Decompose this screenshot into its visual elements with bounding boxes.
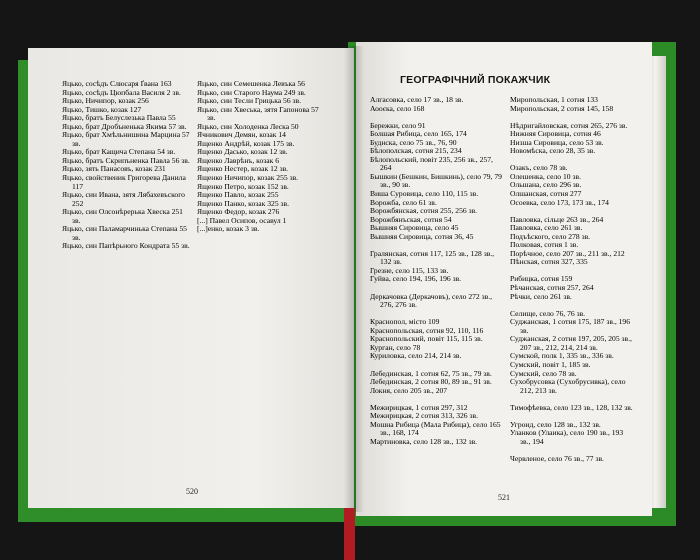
index-entry: Грезне, село 115, 133 зв. — [370, 265, 449, 275]
index-entry: Локня, село 205 зв., 207 — [370, 385, 448, 395]
left-page-column-2 — [197, 80, 322, 234]
index-title: ГЕОГРАФІЧНИЙ ПОКАЖЧИК — [400, 74, 551, 86]
index-entry: Подъѣского, село 278 зв. — [510, 231, 591, 241]
index-entry: Яцько, син Тесли Грицька 56 зв. — [197, 96, 302, 106]
index-entry: Миропольская, 2 сотня 145, 158 — [510, 103, 614, 113]
index-entry: Яцько, сосѣдъ Цюпбала Василя 2 зв. — [62, 87, 181, 97]
index-entry: Ященко Панко, козак 325 зв. — [197, 198, 289, 208]
index-entry: Сухобрусовка (Сухобрусивка), село 212, 213 зв. — [510, 377, 626, 395]
index-entry: Ященко Лаврѣнъ, козак 6 — [197, 155, 280, 165]
index-entry: Ященко Федор, козак 276 — [197, 207, 280, 217]
index-entry: Алгасовка, село 17 зв., 18 зв. — [370, 95, 464, 104]
index-entry: Низша Сировица, село 53 зв. — [510, 137, 604, 147]
index-entry: Сумский, повіт 1, 185 зв. — [510, 359, 591, 369]
index-entry: Яцько, брат Хмѣльнишина Марцина 57 зв. — [62, 130, 190, 148]
index-entry: Порѣчное, село 207 зв., 211 зв., 212 — [510, 248, 625, 258]
index-entry: Бѣлополская, сотня 215, 234 — [370, 146, 462, 156]
index-entry: Миропольская, 1 сотня 133 — [510, 95, 598, 104]
index-entry: Рѣчки, село 261 зв. — [510, 291, 572, 301]
index-entry: Лебединская, 1 сотня 62, 75 зв., 79 зв. — [370, 368, 492, 378]
right-page-column-2 — [510, 96, 635, 464]
index-entry: Яцько, син Старого Наума 249 зв. — [197, 87, 306, 97]
index-entry: Сумский, село 78 зв. — [510, 368, 577, 378]
index-entry: Рѣчанская, сотня 257, 264 — [510, 283, 594, 293]
index-entry: Аооєка, село 168 — [370, 103, 425, 113]
index-entry: [...] Павел Осипов, осавул 1 — [197, 215, 287, 225]
index-entry: Селище, село 76, 76 зв. — [510, 308, 586, 318]
index-entry: Ольшана, село 296 зв. — [510, 180, 582, 190]
bookmark-ribbon — [344, 508, 355, 560]
index-entry: Вышняя Сировица, село 45 — [370, 223, 459, 233]
right-page-column-1 — [370, 96, 506, 446]
index-entry: Ворожбянъская, сотня 54 — [370, 214, 452, 224]
left-page-number: 520 — [186, 487, 198, 496]
index-entry: Куриловка, село 214, 214 зв. — [370, 351, 462, 361]
index-entry: Лебединская, 2 сотня 80, 89 зв., 91 зв. — [370, 377, 492, 387]
index-entry: Яцько, син Паламарчинька Степана 55 зв. — [62, 224, 187, 242]
index-entry: [...]енко, козак 3 зв. — [197, 224, 260, 234]
index-entry: Осоевка, село 173, 173 зв., 174 — [510, 197, 609, 207]
index-entry: Болшая Рибица, село 165, 174 — [370, 129, 467, 139]
index-entry: Павловка, село 261 зв. — [510, 223, 583, 233]
index-entry: Уланков (Улаика), село 190 зв., 193 зв., 194 — [510, 428, 624, 446]
index-entry: Буднска, село 75 зв., 76, 90 — [370, 137, 457, 147]
index-entry: Виша Суровица, село 110, 115 зв. — [370, 189, 479, 199]
index-entry: Межирицкая, 1 сотня 297, 312 — [370, 402, 468, 412]
index-entry: Ященко Павло, козак 255 — [197, 190, 279, 200]
index-entry: Червленое, село 76 зв., 77 зв. — [510, 453, 604, 463]
right-page-number: 521 — [498, 493, 510, 502]
index-entry: Суджанская, 2 сотня 197, 205, 205 зв., 207 зв., 212, 214, 214 зв. — [510, 334, 632, 352]
index-entry: Мартиновка, село 128 зв., 132 зв. — [370, 436, 478, 446]
index-entry: Ященко Ничипор, козак 255 зв. — [197, 173, 299, 183]
index-entry: Нижняя Сировица, сотня 46 — [510, 129, 601, 139]
index-entry: Яцько, братъ Белуслезька Павла 55 — [62, 113, 176, 123]
index-entry: Ворожба, село 61 зв. — [370, 197, 437, 207]
index-entry: Яцько, Тишко, козак 127 — [62, 104, 142, 114]
index-entry: Яцько, свойственик Григорева Данила 117 — [62, 173, 186, 191]
index-entry: Бѣлопольский, повіт 235, 256 зв., 257, 264 — [370, 154, 493, 173]
index-entry: Озакъ, село 78 зв. — [510, 163, 568, 173]
index-entry: Олшанская, сотня 277 — [510, 189, 582, 199]
index-entry: Ячникович Демян, козак 14 — [197, 130, 286, 140]
index-entry: Курган, село 78 — [370, 342, 421, 352]
index-entry: Яцько, братъ Скрипъненка Павла 56 зв. — [62, 155, 190, 165]
index-entry: Пѣнская, сотня 327, 335 — [510, 257, 588, 267]
index-entry: Бережки, село 91 — [370, 120, 426, 130]
index-entry: Бышкин (Бешкин, Бишкинь), село 79, 79 зв., 90 зв. — [370, 171, 502, 190]
index-entry: Павловка, сільце 263 зв., 264 — [510, 214, 604, 224]
index-entry: Гралянская, сотня 117, 125 зв., 128 зв., 132 зв. — [370, 248, 495, 267]
index-entry: Яцько, син Олсонѣрерька Хвеска 251 зв. — [62, 207, 183, 225]
index-entry: Тимофѣевка, село 123 зв., 128, 132 зв. — [510, 402, 633, 412]
index-entry: Яцько, син Семешенка Левъка 56 — [197, 79, 305, 88]
index-entry: Яцько, син Хвеська, зятя Гапонова 57 зв. — [197, 104, 319, 123]
index-entry: Полковая, сотня 1 зв. — [510, 240, 579, 250]
index-entry: Яцько, син Ивана, зятя Лябахевъского 252 — [62, 190, 185, 208]
index-entry: Яцько, Ничипор, козак 256 — [62, 96, 149, 106]
index-entry: Краснопольский, повіт 115, 115 зв. — [370, 334, 483, 344]
index-entry: Яцько, сосѣдъ Слюсаря Ґвана 163 — [62, 79, 172, 88]
index-entry: Ворожбянская, сотня 255, 256 зв. — [370, 206, 478, 216]
index-entry: Ященко Нестер, козак 12 зв. — [197, 164, 289, 174]
index-entry: Краснопольская, сотня 92, 110, 116 — [370, 325, 484, 335]
index-entry: Межирицкая, 2 сотня 313, 326 зв. — [370, 411, 478, 421]
index-entry: Мошна Рибица (Мала Рибица), село 165 зв., 168, 174 — [370, 419, 501, 438]
index-entry: Сумской, полк 1, 335 зв., 336 зв. — [510, 351, 614, 361]
index-entry: Деркачовка (Деркачовъ), село 272 зв., 276, 276 зв. — [370, 291, 492, 310]
index-entry: Ященко Дасько, козак 12 зв. — [197, 147, 288, 157]
index-entry: Угроид, село 128 зв., 132 зв. — [510, 419, 601, 429]
index-entry: Яцько, син Папѣрьного Кондрата 55 зв. — [62, 241, 190, 251]
index-entry: Яцько, брат Дробъненька Якима 57 зв. — [62, 121, 187, 131]
book-gutter — [344, 46, 364, 512]
index-entry: Нѣдригайловская, сотня 265, 276 зв. — [510, 120, 628, 130]
left-page-column-1 — [62, 80, 192, 251]
index-entry: Ященко Андрѣй, козак 175 зв. — [197, 138, 295, 148]
index-entry: Яцько, син Холоденка Леска 50 — [197, 121, 299, 131]
index-entry: Вышняя Сировица, сотня 36, 45 — [370, 231, 474, 241]
index-entry: Краснопол, місто 109 — [370, 317, 440, 327]
index-entry: Олешенка, село 10 зв. — [510, 171, 581, 181]
index-entry: Гуйва, село 194, 196, 196 зв. — [370, 274, 462, 284]
index-entry: Ященко Петро, козак 152 зв. — [197, 181, 289, 191]
index-entry: Новомѣска, село 28, 35 зв. — [510, 146, 596, 156]
index-entry: Суджанская, 1 сотня 175, 187 зв., 196 зв. — [510, 317, 631, 335]
index-entry: Яцько, зять Панасовъ, козак 231 — [62, 164, 166, 174]
index-entry: Яцько, брат Кащича Степана 54 зв. — [62, 147, 176, 157]
index-entry: Рибицка, сотня 159 — [510, 274, 573, 284]
